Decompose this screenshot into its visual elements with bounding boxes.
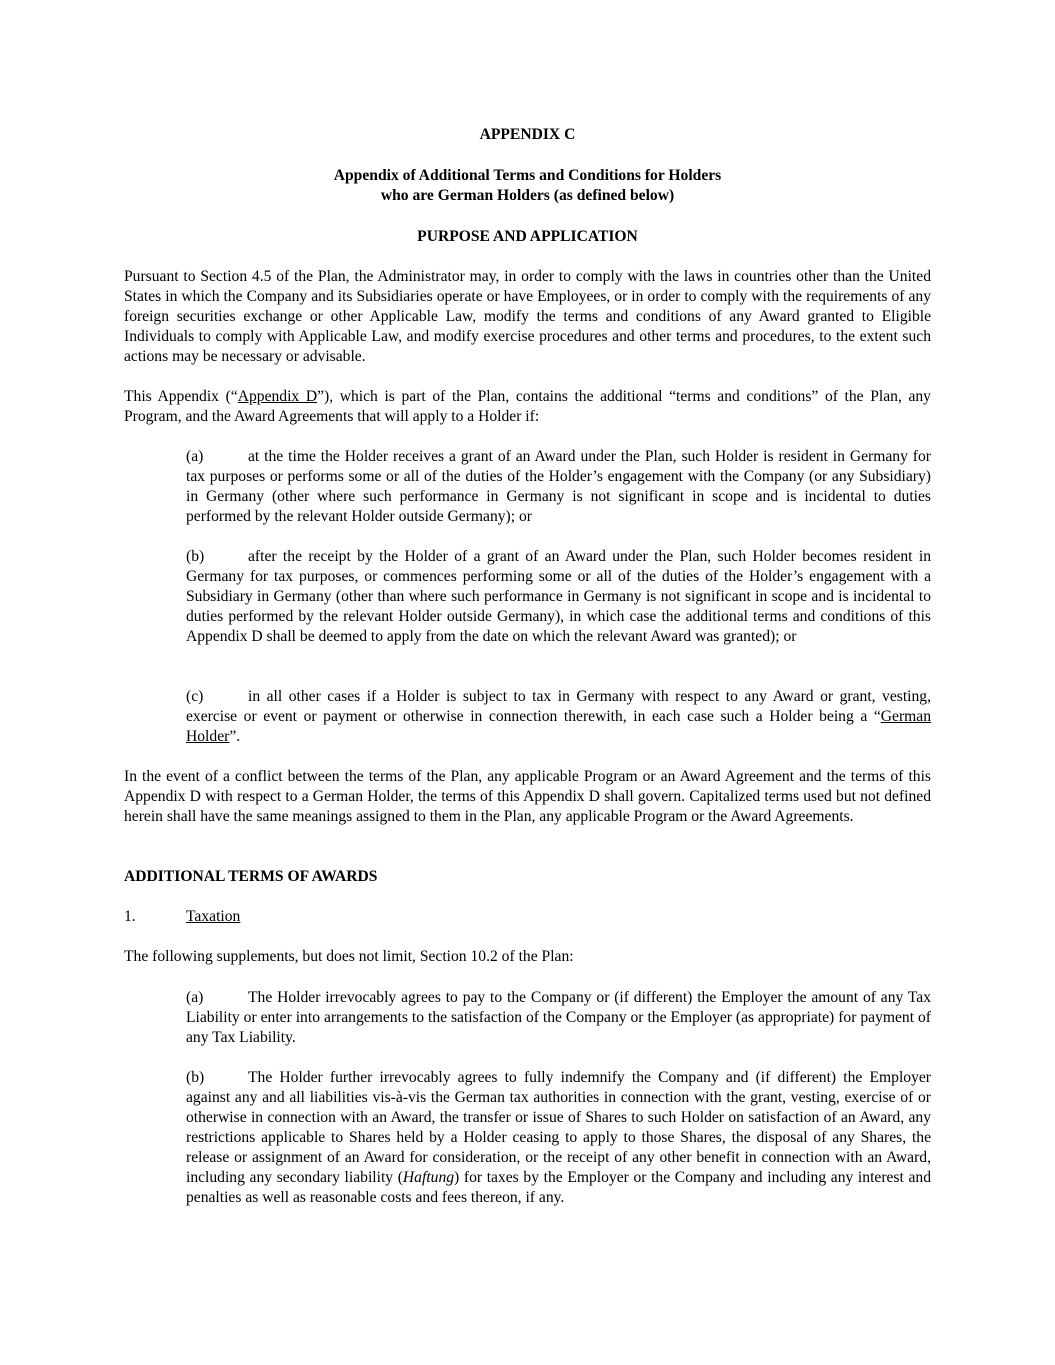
tax-item-b-text-end: ) for taxes by the Employer or the Company and including any interest and penalties as well as reasonable costs and fees thereon, if any. [186,1169,931,1206]
additional-terms-heading: ADDITIONAL TERMS OF AWARDS [124,868,378,885]
condition-item-c [186,687,931,747]
taxation-item-b [186,1068,931,1208]
appendix-title: APPENDIX C [479,126,576,143]
section-1-heading [124,907,240,927]
supplements-paragraph: The following supplements, but does not limit, Section 10.2 of the Plan: [124,948,574,965]
tax-item-a-label: (a) [186,989,204,1006]
haftung-term: Haftung [402,1169,455,1186]
purpose-paragraph: Pursuant to Section 4.5 of the Plan, the Administrator may, in order to comply with the laws in countries other than the United States in which the Company and its Subsidiaries operate or have Employees, or in order to comply with the requirements of any foreign securities exchange or other Applicable Law, modify the terms and conditions of any Award granted to Eligible Individuals to comply with Applicable Law, and modify exercise procedures and other terms and procedures, to the extent such actions may be necessary or advisable. [124,268,931,365]
tax-item-a-text: The Holder irrevocably agrees to pay to the Company or (if different) the Employer the amount of any Tax Liability or enter into arrangements to the satisfaction of the Company or the Employer (as appropriate) for payment of any Tax Liability. [186,989,931,1046]
item-c-label: (c) [186,688,204,705]
scope-text-end: ”), which is part of the Plan, contains the additional “terms and conditions” of the Plan, any Program, and the Award Agreements that will apply to a Holder if: [124,388,931,425]
subtitle-line-1: Appendix of Additional Terms and Conditions for Holders [333,167,722,184]
item-c-text: in all other cases if a Holder is subject to tax in Germany with respect to any Award or grant, vesting, exercise or event or payment or otherwise in connection therewith, in each case such a Holder being a “ [186,688,931,725]
taxation-item-a [186,988,931,1048]
subtitle-line-2: who are German Holders (as defined below) [380,187,675,204]
item-a-text: at the time the Holder receives a grant of an Award under the Plan, such Holder is resident in Germany for tax purposes or performs some or all of the duties of the Holder’s engagement with the Company (or any Subsidiary) in Germany (other where such performance in Germany is not significant in scope and is incidental to duties performed by the relevant Holder outside Germany); or [186,448,931,525]
item-b-label: (b) [186,548,205,565]
section-1-title: Taxation [186,908,241,925]
item-b-text: after the receipt by the Holder of a grant of an Award under the Plan, such Holder becomes resident in Germany for tax purposes, or commences performing some or all of the duties of the Holder’s engagement with a Subsidiary in Germany (other than where such performance in Germany is not significant in scope and is incidental to duties performed by the relevant Holder outside Germany), in which case the additional terms and conditions of this Appendix D shall be deemed to apply from the date on which the relevant Award was granted); or [186,548,931,645]
scope-text-start: This Appendix (“ [124,388,238,405]
item-a-label: (a) [186,448,204,465]
condition-item-b [186,547,931,647]
condition-item-a [186,447,931,527]
conflict-paragraph: In the event of a conflict between the terms of the Plan, any applicable Program or an Award Agreement and the terms of this Appendix D with respect to a German Holder, the terms of this Appendix D shall govern. Capitalized terms used but not defined herein shall have the same meanings assigned to them in the Plan, any applicable Program or the Award Agreements. [124,768,931,825]
tax-item-b-label: (b) [186,1069,205,1086]
section-1-number: 1. [124,908,136,925]
purpose-heading: PURPOSE AND APPLICATION [417,228,638,245]
item-c-end: ”. [229,728,241,745]
defined-term-appendix-d: Appendix D [237,388,318,405]
defined-term-german-holder: German Holder [186,708,931,745]
tax-item-b-text-start: The Holder further irrevocably agrees to fully indemnify the Company and (if different) the Employer against any and all liabilities vis-à-vis the German tax authorities in connection with the grant, vesting, exercise of or otherwise in connection with an Award, the transfer or issue of Shares to such Holder on satisfaction of an Award, any restrictions applicable to Shares held by a Holder ceasing to apply to those Shares, the disposal of any Shares, the release or assignment of an Award for consideration, or the receipt of any other benefit in connection with an Award, including any secondary liability ( [186,1069,931,1186]
appendix-scope-paragraph [124,387,931,427]
